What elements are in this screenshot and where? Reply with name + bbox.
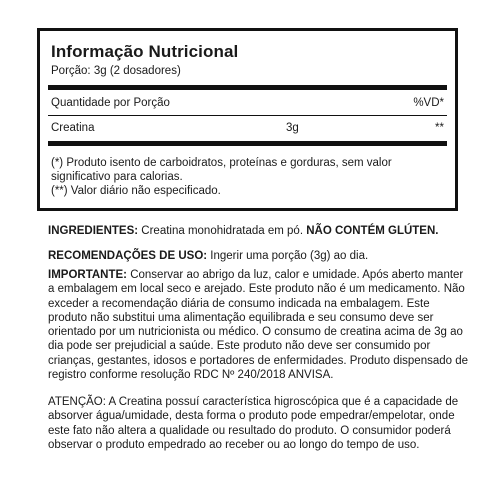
thin-divider	[48, 115, 447, 116]
attention-paragraph: ATENÇÃO: A Creatina possuí característica higroscópica que é a capacidade de absorver água/umidade, desta forma o produto pode empedrar/empelotar, onde este fato não altera a qualidade ou resultado do produto. O consumidor poderá observar o produto empedrado ao receber ou ao longo do tempo de uso.	[48, 396, 459, 451]
recommendations-text: Ingerir uma porção (3g) ao dia.	[207, 250, 369, 262]
header-daily-value: %VD*	[413, 97, 444, 109]
thick-divider-bottom	[48, 141, 447, 146]
nutrient-daily-value: **	[435, 122, 444, 134]
ingredients-label: INGREDIENTES:	[48, 225, 139, 237]
important-text: Conservar ao abrigo da luz, calor e umidade. Após aberto manter a embalagem em local seco e arejado. Este produto não é um medicamento. Não exceder a recomendação diária de consumo indicada na embalagem. Este produto não substitui uma alimentação equilibrada e seu consumo deve ser orientado por um nutricionista ou médico. O consumo de creatina acima de 3g ao dia pode ser prejudicial a saúde. Este produto não deve ser consumido por crianças, gestantes, idosos e portadores de enfermidades. Produto dispensado de registro conforme resolução RDC Nº 240/2018 ANVISA.	[48, 269, 469, 382]
nutrient-amount: 3g	[286, 122, 299, 134]
nutrient-name: Creatina	[51, 122, 95, 134]
footnote-daily-value: (**) Valor diário não especificado.	[51, 185, 221, 197]
recommendations-paragraph	[48, 249, 468, 263]
ingredients-paragraph	[48, 224, 468, 238]
nutrition-facts-box	[37, 28, 458, 211]
thick-divider-top	[48, 85, 447, 90]
important-label: IMPORTANTE:	[48, 269, 128, 281]
footnote-exempt: (*) Produto isento de carboidratos, proteínas e gorduras, sem valor significativo para calorias.	[51, 157, 392, 183]
ingredients-text: Creatina monohidratada em pó.	[138, 225, 307, 237]
nutrition-title: Informação Nutricional	[51, 42, 239, 61]
gluten-free-notice: NÃO CONTÉM GLÚTEN.	[306, 225, 439, 237]
recommendations-label: RECOMENDAÇÕES DE USO:	[48, 250, 208, 262]
header-quantity-per-serving: Quantidade por Porção	[51, 97, 170, 109]
important-paragraph	[48, 268, 468, 382]
serving-size: Porção: 3g (2 dosadores)	[51, 65, 181, 77]
